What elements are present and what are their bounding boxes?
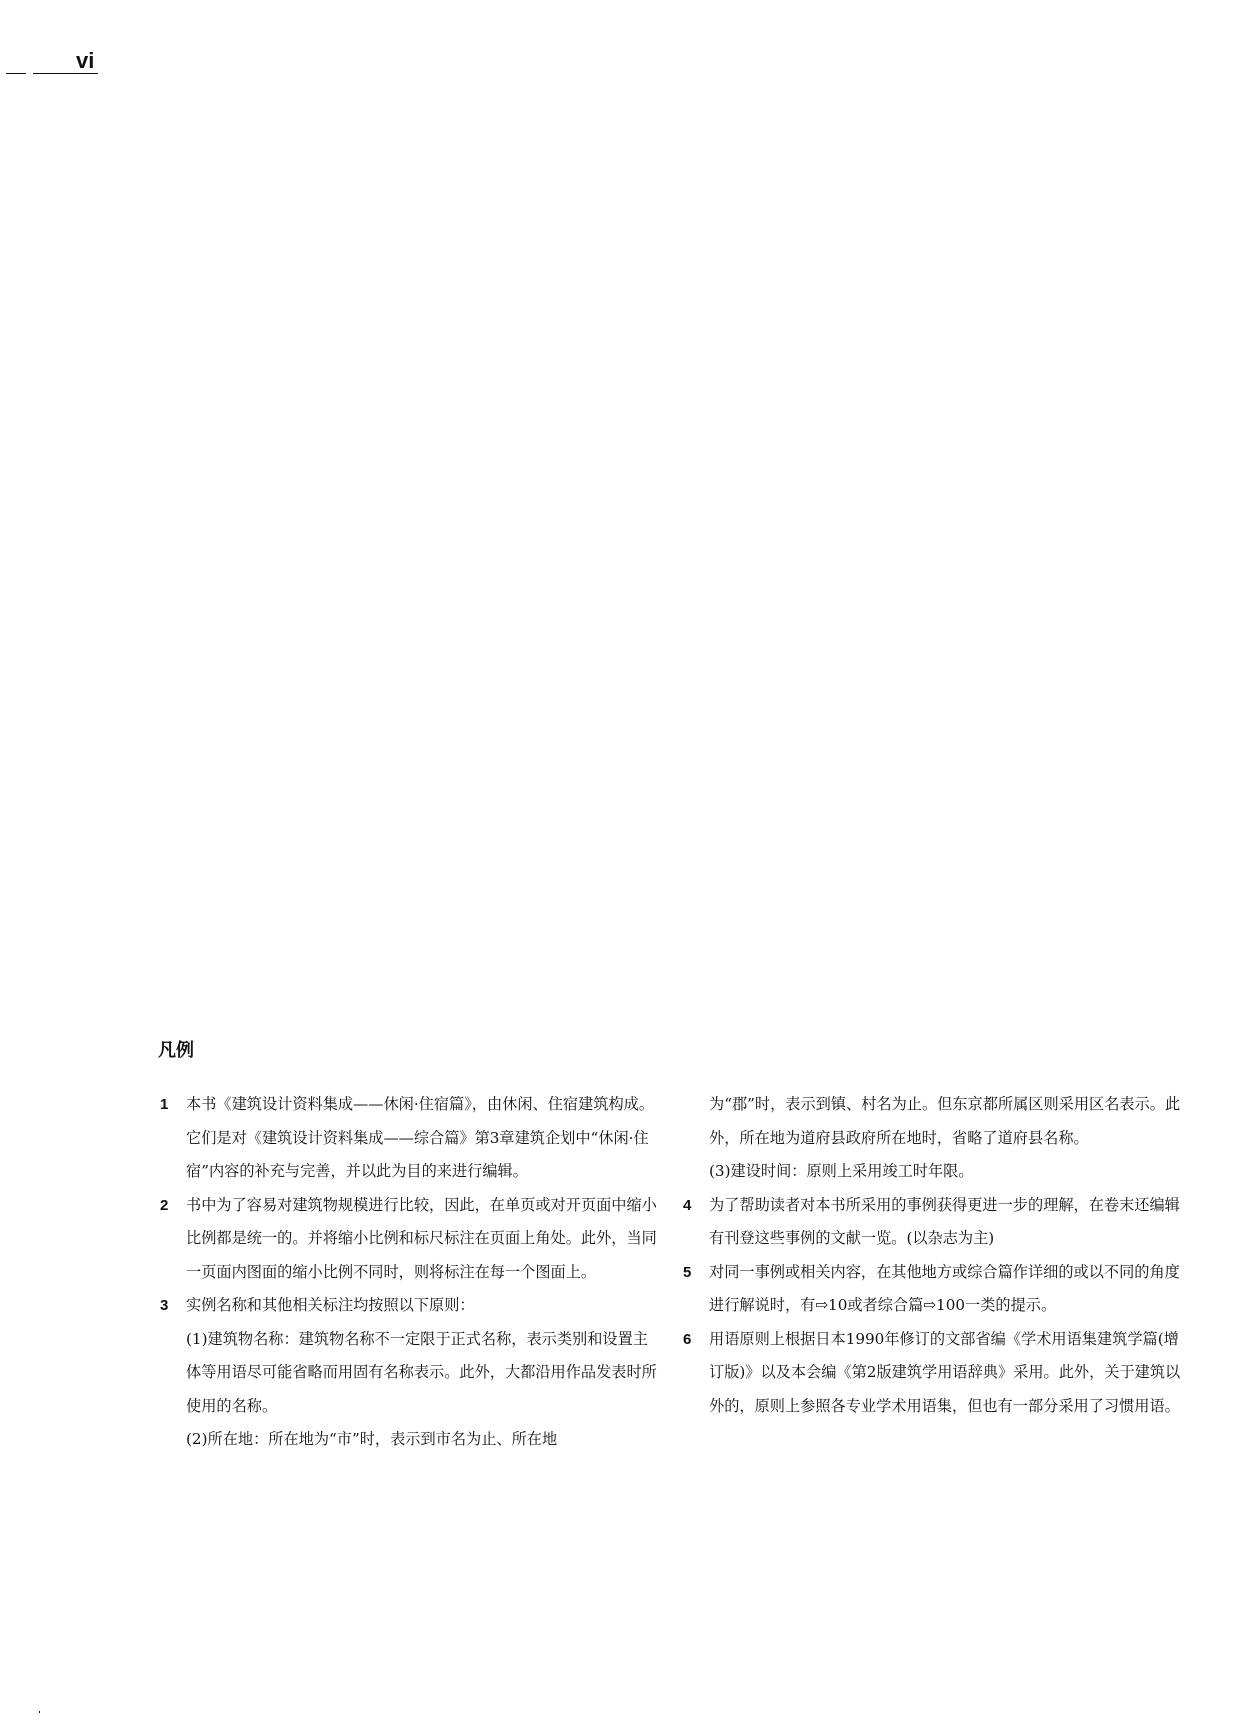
list-item: [683, 1256, 1183, 1323]
header-rule: [6, 73, 26, 74]
section-title: 凡例: [158, 1040, 194, 1061]
list-item: [160, 1189, 660, 1290]
item-text: 为了帮助读者对本书所采用的事例获得更进一步的理解，在卷末还编辑有刊登这些事例的文献一览。(以杂志为主): [709, 1195, 1180, 1247]
item-number: 3: [160, 1297, 169, 1314]
list-item: [683, 1323, 1183, 1424]
item-text: 书中为了容易对建筑物规模进行比较，因此，在单页或对开页面中缩小比例都是统一的。并将缩小比例和标尺标注在页面上角处。此外，当同一页面内图面的缩小比例不同时，则将标注在每一个图面上。: [186, 1195, 657, 1281]
sub-item: (3)建设时间：原则上采用竣工时年限。: [709, 1162, 974, 1180]
list-item: [160, 1289, 660, 1323]
sub-item: (1)建筑物名称：建筑物名称不一定限于正式名称，表示类别和设置主体等用语尽可能省略而用固有名称表示。此外，大都沿用作品发表时所使用的名称。: [186, 1329, 657, 1415]
sub-item: (2)所在地：所在地为“市”时，表示到市名为止、所在地: [186, 1430, 558, 1448]
item-number: 2: [160, 1196, 169, 1214]
item-text: 实例名称和其他相关标注均按照以下原则：: [186, 1296, 475, 1314]
header-rule: [33, 73, 98, 74]
item-text: 对同一事例或相关内容，在其他地方或综合篇作详细的或以不同的角度进行解说时，有⇨10或者综合篇⇨100一类的提示。: [709, 1262, 1180, 1314]
item-number: 5: [683, 1263, 692, 1281]
item-number: 1: [160, 1096, 169, 1113]
scan-speck: [39, 1711, 40, 1713]
left-column: [160, 1088, 660, 1457]
continuation-text: 为“郡”时，表示到镇、村名为止。但东京都所属区则采用区名表示。此外，所在地为道府县政府所在地时，省略了道府县名称。: [709, 1095, 1181, 1147]
page-number: vi: [76, 48, 95, 73]
item-text: 本书《建筑设计资料集成——休闲·住宿篇》，由休闲、住宿建筑构成。它们是对《建筑设计资料集成——综合篇》第3章建筑企划中“休闲·住宿”内容的补充与完善，并以此为目的来进行编辑。: [186, 1095, 655, 1180]
list-item: [160, 1088, 660, 1189]
item-number: 6: [683, 1330, 692, 1348]
item-number: 4: [683, 1196, 692, 1214]
item-text: 用语原则上根据日本1990年修订的文部省编《学术用语集建筑学篇(增订版)》以及本会编《第2版建筑学用语辞典》采用。此外，关于建筑以外的，原则上参照各专业学术用语集，但也有一部分采用了习惯用语。: [709, 1329, 1181, 1415]
right-column: [683, 1088, 1183, 1423]
list-item: [683, 1189, 1183, 1256]
